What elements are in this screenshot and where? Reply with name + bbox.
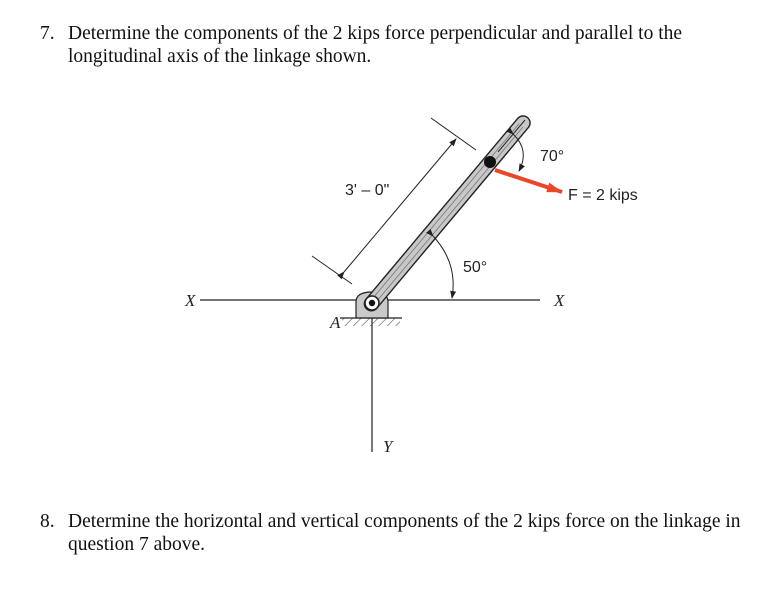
question-8-line-1 bbox=[40, 510, 770, 533]
pin-end bbox=[484, 156, 496, 168]
question-8 bbox=[40, 510, 770, 556]
pin-a-center bbox=[369, 300, 375, 306]
question-8-number: 8. bbox=[40, 511, 55, 532]
question-8-text-1: Determine the horizontal and vertical components of the 2 kips force on the linkage in bbox=[68, 511, 741, 532]
axis-label-x-left: X bbox=[185, 291, 196, 310]
question-7-number: 7. bbox=[40, 23, 55, 44]
angle-label-70: 70° bbox=[540, 148, 565, 165]
pin-label-a: A bbox=[330, 313, 341, 332]
dimension-label: 3' – 0" bbox=[345, 182, 390, 199]
question-7-text-1: Determine the components of the 2 kips force perpendicular and parallel to the bbox=[68, 23, 683, 44]
force-label: F = 2 kips bbox=[568, 187, 638, 204]
axis-label-y: Y bbox=[383, 437, 393, 456]
question-8-text-2: question 7 above. bbox=[68, 534, 206, 555]
axis-label-x-right: X bbox=[554, 291, 565, 310]
linkage-bar bbox=[361, 113, 532, 314]
angle-label-50: 50° bbox=[463, 259, 488, 276]
angle-arc-50 bbox=[433, 236, 453, 298]
ground-support bbox=[340, 318, 402, 326]
question-7-text-2: longitudinal axis of the linkage shown. bbox=[68, 46, 372, 67]
force-arrow bbox=[495, 170, 562, 192]
